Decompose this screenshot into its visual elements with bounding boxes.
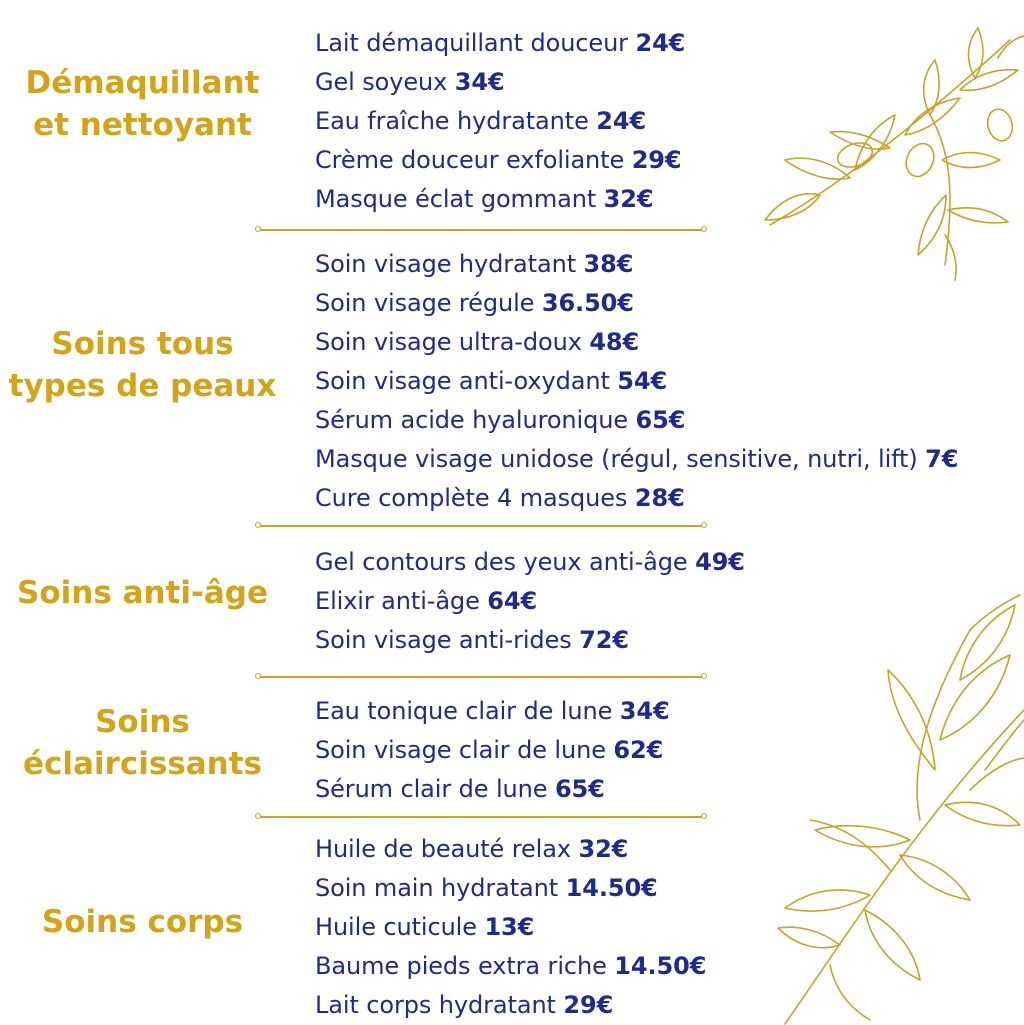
product-item [315, 770, 670, 809]
product-name: Crème douceur exfoliante [315, 146, 625, 174]
product-item [315, 63, 685, 102]
product-name: Soin visage ultra-doux [315, 328, 582, 356]
product-price: 14.50€ [614, 952, 707, 980]
product-price: 38€ [583, 250, 634, 278]
section-divider [255, 521, 707, 531]
product-price: 24€ [596, 107, 647, 135]
product-price: 29€ [563, 991, 614, 1019]
product-item [315, 621, 745, 660]
product-name: Lait corps hydratant [315, 991, 556, 1019]
product-item [315, 440, 958, 479]
product-price: 7€ [925, 445, 959, 473]
product-item [315, 141, 685, 180]
category-title-line: Démaquillant [25, 65, 260, 101]
section-divider [255, 812, 707, 822]
product-list [315, 692, 670, 809]
product-name: Sérum acide hyaluronique [315, 406, 628, 434]
product-name: Masque visage unidose (régul, sensitive, nutri, lift) [315, 445, 918, 473]
product-price: 13€ [484, 913, 535, 941]
category-title-line: et nettoyant [33, 107, 252, 143]
olive-branch-icon [760, 20, 1024, 280]
product-name: Soin visage clair de lune [315, 736, 606, 764]
product-price: 34€ [454, 68, 505, 96]
product-price: 36.50€ [541, 289, 634, 317]
product-list [315, 830, 706, 1025]
product-item [315, 245, 958, 284]
product-item [315, 830, 706, 869]
product-price: 29€ [631, 146, 682, 174]
product-name: Soin visage anti-rides [315, 626, 572, 654]
product-list [315, 24, 685, 219]
product-price: 28€ [634, 484, 685, 512]
product-item [315, 401, 958, 440]
product-name: Baume pieds extra riche [315, 952, 607, 980]
product-name: Eau fraîche hydratante [315, 107, 589, 135]
product-price: 34€ [619, 697, 670, 725]
product-name: Eau tonique clair de lune [315, 697, 613, 725]
product-name: Soin visage anti-oxydant [315, 367, 610, 395]
product-item [315, 947, 706, 986]
product-item [315, 102, 685, 141]
section-divider [255, 672, 707, 682]
category-title-line: Soins corps [41, 904, 244, 940]
category-title-soins-tous-types [0, 323, 285, 407]
product-item [315, 986, 706, 1025]
olive-branch-icon [770, 590, 1024, 1024]
product-list [315, 543, 745, 660]
product-name: Masque éclat gommant [315, 185, 597, 213]
product-item [315, 180, 685, 219]
product-price: 14.50€ [565, 874, 658, 902]
product-price: 62€ [613, 736, 664, 764]
product-item [315, 479, 958, 518]
product-name: Elixir anti-âge [315, 587, 480, 615]
product-item [315, 731, 670, 770]
product-name: Lait démaquillant douceur [315, 29, 628, 57]
product-name: Huile cuticule [315, 913, 477, 941]
product-price: 54€ [617, 367, 668, 395]
product-price: 72€ [579, 626, 629, 654]
section-divider [255, 225, 707, 235]
category-title-line: Soins anti-âge [17, 575, 268, 611]
product-name: Soin visage hydratant [315, 250, 576, 278]
product-item [315, 692, 670, 731]
product-price: 32€ [603, 185, 654, 213]
product-item [315, 323, 958, 362]
product-item [315, 582, 745, 621]
product-price: 49€ [695, 548, 745, 576]
category-title-line: Soins tous [51, 326, 234, 362]
product-price: 64€ [487, 587, 538, 615]
product-name: Huile de beauté relax [315, 835, 571, 863]
product-price: 48€ [589, 328, 640, 356]
category-title-line: types de peaux [8, 368, 277, 404]
product-name: Sérum clair de lune [315, 775, 548, 803]
product-name: Gel soyeux [315, 68, 448, 96]
product-price: 65€ [554, 775, 605, 803]
product-item [315, 284, 958, 323]
product-name: Cure complète 4 masques [315, 484, 628, 512]
product-item [315, 869, 706, 908]
product-name: Soin main hydratant [315, 874, 559, 902]
category-title-demaquillant [0, 62, 285, 146]
category-title-eclaircissants [0, 701, 285, 785]
product-name: Gel contours des yeux anti-âge [315, 548, 688, 576]
product-price: 65€ [635, 406, 686, 434]
category-title-soins-corps [0, 901, 285, 943]
product-price: 24€ [635, 29, 686, 57]
product-item [315, 362, 958, 401]
product-name: Soin visage régule [315, 289, 542, 317]
category-title-line: éclaircissants [22, 746, 263, 782]
category-title-anti-age [0, 572, 285, 614]
product-item [315, 908, 706, 947]
product-item [315, 543, 745, 582]
product-price: 32€ [578, 835, 629, 863]
product-list [315, 245, 958, 518]
category-title-line: Soins [95, 704, 190, 740]
product-item [315, 24, 685, 63]
